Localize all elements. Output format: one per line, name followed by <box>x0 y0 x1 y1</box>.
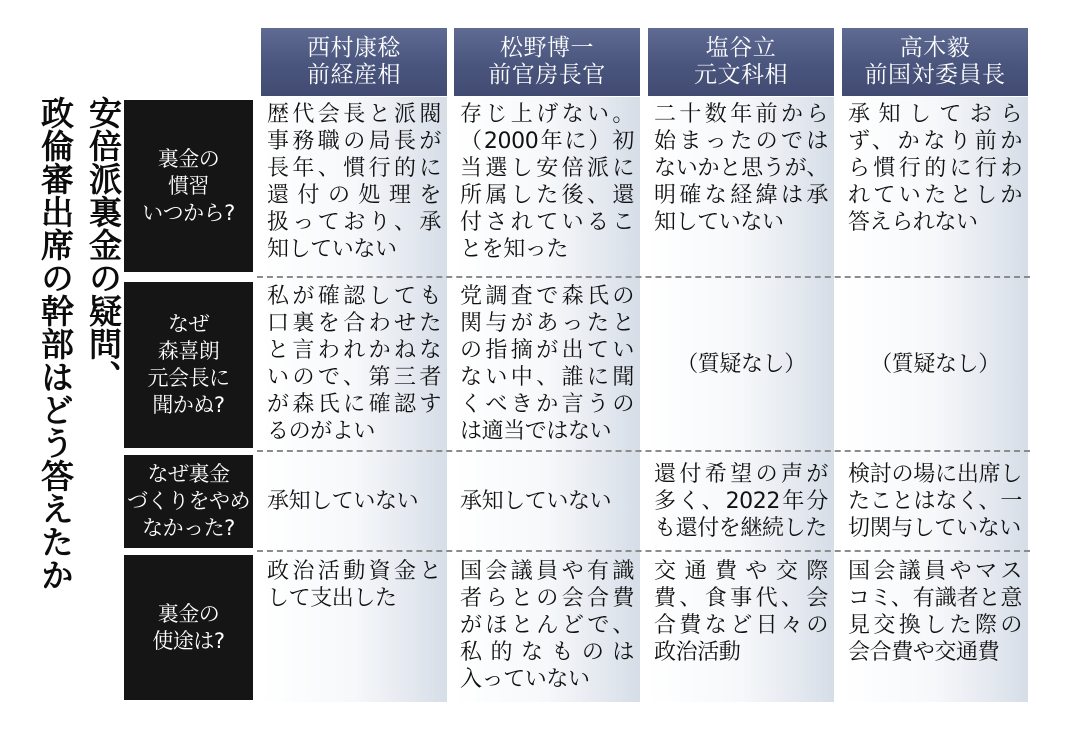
answer-line: 入っていない <box>460 667 590 692</box>
answer-line: 知していない <box>654 210 784 235</box>
answer-line: は適当ではない <box>460 419 612 444</box>
answer-line: 歴代会長と派閥 <box>267 102 441 127</box>
politician-post: 前国対委員長 <box>864 62 1006 88</box>
answer-line: 承知しておら <box>848 102 1022 127</box>
answer-line: 費、食事代、会 <box>654 586 828 611</box>
answer-cell <box>454 551 640 702</box>
question-line: 裏金の <box>157 601 220 626</box>
answer-cell <box>261 451 447 551</box>
answer-line: るのがよい <box>267 419 376 444</box>
answer-line: も還付を継続した <box>654 515 827 541</box>
row-divider <box>257 450 1030 452</box>
answer-line: 多く、2022年分 <box>654 488 828 514</box>
politician-name: 松野博一 <box>500 35 594 61</box>
answer-line: 答えられない <box>848 210 978 235</box>
answer-line: 切関与していない <box>848 515 1021 541</box>
answer-line: がほとんどで、 <box>460 613 634 638</box>
answer-cell <box>454 451 640 551</box>
answer-cell <box>454 97 640 277</box>
question-line: 使途は? <box>152 628 225 653</box>
answer-line: 者らとの会合費 <box>460 586 634 611</box>
answer-line: 事務職の局長が <box>267 129 441 154</box>
answer-cell <box>842 97 1028 277</box>
answer-cell <box>261 551 447 702</box>
answer-line: ない中、誰に聞 <box>460 365 634 390</box>
question-line: なぜ裏金 <box>147 462 230 486</box>
column-header-nishimura <box>261 28 447 96</box>
answer-cell <box>261 277 447 451</box>
answer-cell <box>842 451 1028 551</box>
answer-line: 見交換した際の <box>848 613 1022 638</box>
question-line: づくりをやめ <box>127 489 250 513</box>
answer-line: 私が確認しても <box>267 284 441 309</box>
headline-line-1: 安倍派裏金の疑問、 <box>84 96 123 393</box>
answer-line: 口裏を合わせた <box>267 311 441 336</box>
headline-line-2: 政倫審出席の幹部はどう答えたか <box>36 96 75 591</box>
answer-cell-no-question <box>648 277 834 451</box>
question-line: いつから? <box>142 200 235 225</box>
column-header-shionoya <box>648 28 834 96</box>
answer-line: 関与があったと <box>460 311 634 336</box>
answer-line: 党調査で森氏の <box>460 284 634 309</box>
answer-line: 検討の場に出席し <box>848 461 1022 487</box>
answer-cell <box>648 97 834 277</box>
answer-line: と言われかねな <box>267 338 441 363</box>
question-line: 元会長に <box>147 366 230 390</box>
answer-line: の指摘が出てい <box>460 338 634 363</box>
answer-line: 付されているこ <box>460 210 634 235</box>
answer-line: 還付希望の声が <box>654 461 828 487</box>
answer-cell-no-question <box>842 277 1028 451</box>
answer-line: 所属した後、還 <box>460 183 634 208</box>
answer-line: 存じ上げない。 <box>460 102 634 127</box>
question-label-custom-origin <box>124 100 253 272</box>
question-line: なぜ <box>168 312 209 336</box>
question-line: 慣習 <box>168 173 209 198</box>
answer-line: ず、かなり前か <box>848 129 1022 154</box>
answer-line: 承知していない <box>267 488 419 514</box>
question-line: 裏金の <box>157 146 220 171</box>
answer-line: くべきか言うの <box>460 392 634 417</box>
answer-line: 政治活動資金と <box>267 559 441 584</box>
politician-post: 前経産相 <box>307 62 401 88</box>
answer-cell <box>648 451 834 551</box>
politician-name: 西村康稔 <box>307 35 401 61</box>
answer-line: ないかと思うが、 <box>654 156 828 181</box>
politician-post: 前官房長官 <box>488 62 606 88</box>
row-divider <box>257 550 1030 552</box>
answer-line: たことはなく、一 <box>848 488 1022 514</box>
answer-line: （質疑なし） <box>870 351 1000 377</box>
answer-line: コミ、有識者と意 <box>848 586 1022 611</box>
answer-line: 国会議員やマス <box>848 559 1022 584</box>
politician-name: 高木毅 <box>899 35 971 61</box>
answer-line: 政治活動 <box>654 640 741 665</box>
answer-line: 当選し安倍派に <box>460 156 634 181</box>
headline <box>31 96 127 616</box>
answer-line: とを知った <box>460 237 569 262</box>
answer-line: 交通費や交際 <box>654 559 828 584</box>
answer-line: ら慣行的に行わ <box>848 156 1022 181</box>
answer-line: （2000年に）初 <box>460 129 634 154</box>
answer-line: 長年、慣行的に <box>267 156 441 181</box>
column-header-matsuno <box>454 28 640 96</box>
answer-cell <box>261 97 447 277</box>
question-line: 聞かぬ? <box>152 393 225 417</box>
question-label-why-not-stop <box>124 455 253 548</box>
answer-line: 扱っており、承 <box>267 210 441 235</box>
answer-line: いので、第三者 <box>267 365 441 390</box>
answer-line: 二十数年前から <box>654 102 828 127</box>
question-label-fund-usage <box>124 555 253 700</box>
question-line: なかった? <box>142 516 235 540</box>
answer-line: 会合費や交通費 <box>848 640 1000 665</box>
answer-line: 承知していない <box>460 488 612 514</box>
answer-line: 私的なものは <box>460 640 634 665</box>
row-divider <box>257 276 1030 278</box>
answer-line: （質疑なし） <box>676 351 806 377</box>
question-label-why-not-ask-mori <box>124 282 253 448</box>
answer-line: 還付の処理を <box>267 183 441 208</box>
answer-line: して支出した <box>267 586 397 611</box>
answer-line: 明確な経緯は承 <box>654 183 828 208</box>
politician-post: 元文科相 <box>694 62 788 88</box>
answer-cell <box>648 551 834 702</box>
answer-line: れていたとしか <box>848 183 1022 208</box>
answer-cell <box>842 551 1028 702</box>
answer-line: が森氏に確認す <box>267 392 441 417</box>
answer-line: 始まったのでは <box>654 129 828 154</box>
answer-cell <box>454 277 640 451</box>
answer-line: 知していない <box>267 237 397 262</box>
answer-line: 合費など日々の <box>654 613 828 638</box>
question-line: 森喜朗 <box>157 339 220 363</box>
answer-line: 国会議員や有識 <box>460 559 634 584</box>
politician-name: 塩谷立 <box>705 35 777 61</box>
column-header-takagi <box>842 28 1028 96</box>
